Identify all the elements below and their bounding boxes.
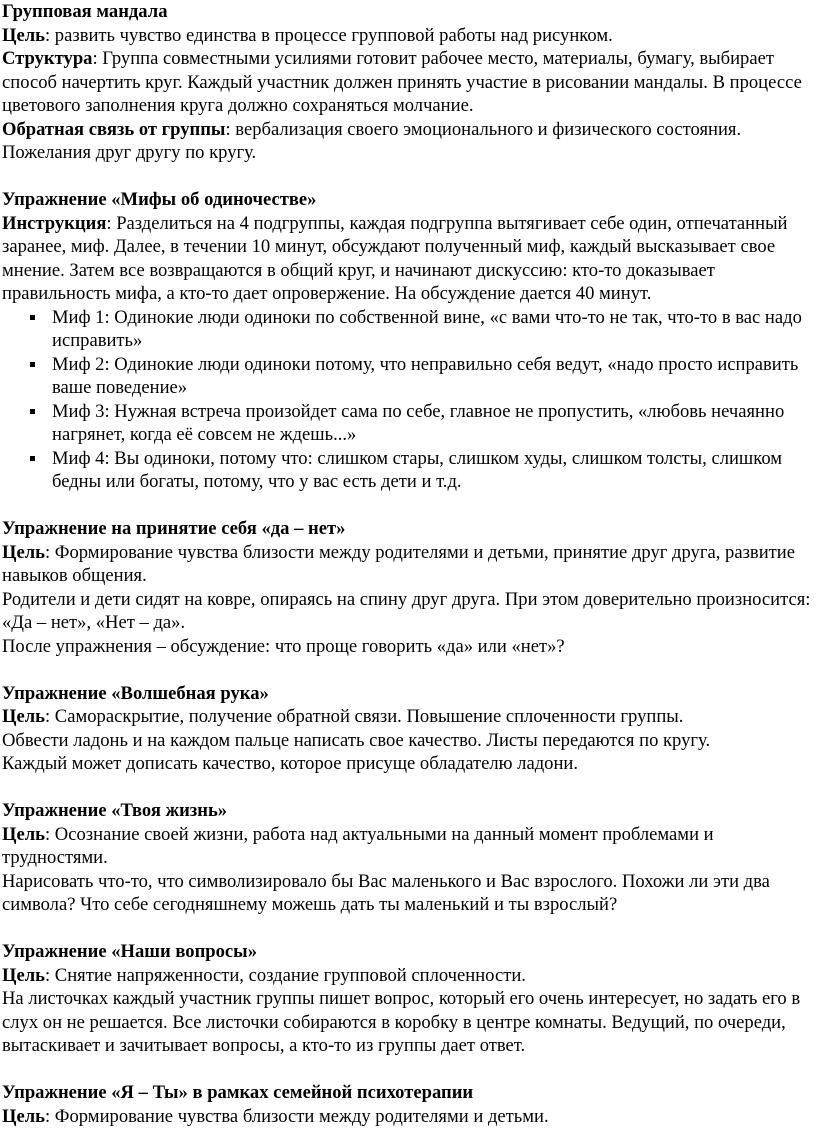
section-title: Групповая мандала [2, 1, 168, 22]
paragraph: Обвести ладонь и на каждом пальце написать свое качество. Листы передаются по кругу. [2, 729, 711, 751]
bullet-icon [30, 409, 35, 414]
paragraph: Цель: Снятие напряженности, создание групповой сплоченности. [2, 964, 526, 986]
paragraph: Родители и дети сидят на ковре, опираясь на спину друг друга. При этом доверительно произносится: «Да – нет», «Нет – да». [2, 588, 811, 633]
paragraph: Цель: Формирование чувства близости между родителями и детьми, принятие друг друга, развитие навыков общения. [2, 541, 795, 586]
bullet-icon [30, 362, 35, 367]
paragraph: Цель: Формирование чувства близости между родителями и детьми. [2, 1105, 549, 1127]
paragraph: На листочках каждый участник группы пишет вопрос, который его очень интересует, но задать его в слух он не решается. Все листочки собираются в коробку в центре комнаты. Ведущий, по очереди, вытаскивает и зачитывает вопросы, а кто-то из группы дает ответ. [2, 988, 801, 1056]
list-item: Миф 3: Нужная встреча произойдет сама по себе, главное не пропустить, «любовь нечаянно нагрянет, когда её совсем не ждешь...» [52, 400, 813, 447]
list-item: Миф 1: Одинокие люди одиноки по собственной вине, «с вами что-то не так, что-то в вас надо исправить» [52, 306, 813, 353]
paragraph: Инструкция: Разделиться на 4 подгруппы, каждая подгруппа вытягивает себе один, отпечатанный заранее, миф. Далее, в течении 10 минут, обсуждают полученный миф, каждый высказывает свое мнение. Затем все возвращаются в общий круг, и начинают дискуссию: кто-то доказывает правильность мифа, а кто-то дает опровержение. На обсуждение дается 40 минут. [2, 212, 788, 304]
section-title: Упражнение на принятие себя «да – нет» [2, 518, 346, 539]
paragraph: Цель: Самораскрытие, получение обратной связи. Повышение сплоченности группы. [2, 706, 684, 727]
paragraph: Каждый может дописать качество, которое присуще обладателю ладони. [2, 753, 579, 774]
myth-list [2, 306, 813, 494]
section-title: Упражнение «Волшебная рука» [2, 682, 269, 704]
paragraph: Цель: Осознание своей жизни, работа над актуальными на данный момент проблемами и трудностями. [2, 823, 714, 868]
paragraph: Нарисовать что-то, что символизировало бы Вас маленького и Вас взрослого. Похожи ли эти два символа? Что себе сегодняшнему можешь дать ты маленький и ты взрослый? [2, 870, 770, 915]
paragraph: После упражнения – обсуждение: что проще говорить «да» или «нет»? [2, 635, 565, 657]
bullet-icon [30, 456, 35, 461]
paragraph: Цель: развить чувство единства в процессе групповой работы над рисунком. [2, 24, 613, 46]
section-title: Упражнение «Твоя жизнь» [2, 800, 228, 821]
list-item: Миф 4: Вы одиноки, потому что: слишком стары, слишком худы, слишком толсты, слишком бедны или богаты, потому, что у вас есть дети и т.д. [52, 447, 813, 494]
section-title: Упражнение «Я – Ты» в рамках семейной психотерапии [2, 1082, 474, 1103]
list-item: Миф 2: Одинокие люди одиноки потому, что неправильно себя ведут, «надо просто исправить ваше поведение» [52, 353, 813, 400]
section-title: Упражнение «Наши вопросы» [2, 941, 257, 962]
paragraph: Структура: Группа совместными усилиями готовит рабочее место, материалы, бумагу, выбирает способ начертить круг. Каждый участник должен принять участие в рисовании мандалы. В процессе цветового заполнения круга должно сохраняться молчание. [2, 48, 802, 116]
paragraph: Обратная связь от группы: вербализация своего эмоционального и физического состояния. Пожелания друг другу по кругу. [2, 118, 742, 163]
section-title: Упражнение «Мифы об одиночестве» [2, 189, 317, 210]
bullet-icon [30, 315, 35, 320]
